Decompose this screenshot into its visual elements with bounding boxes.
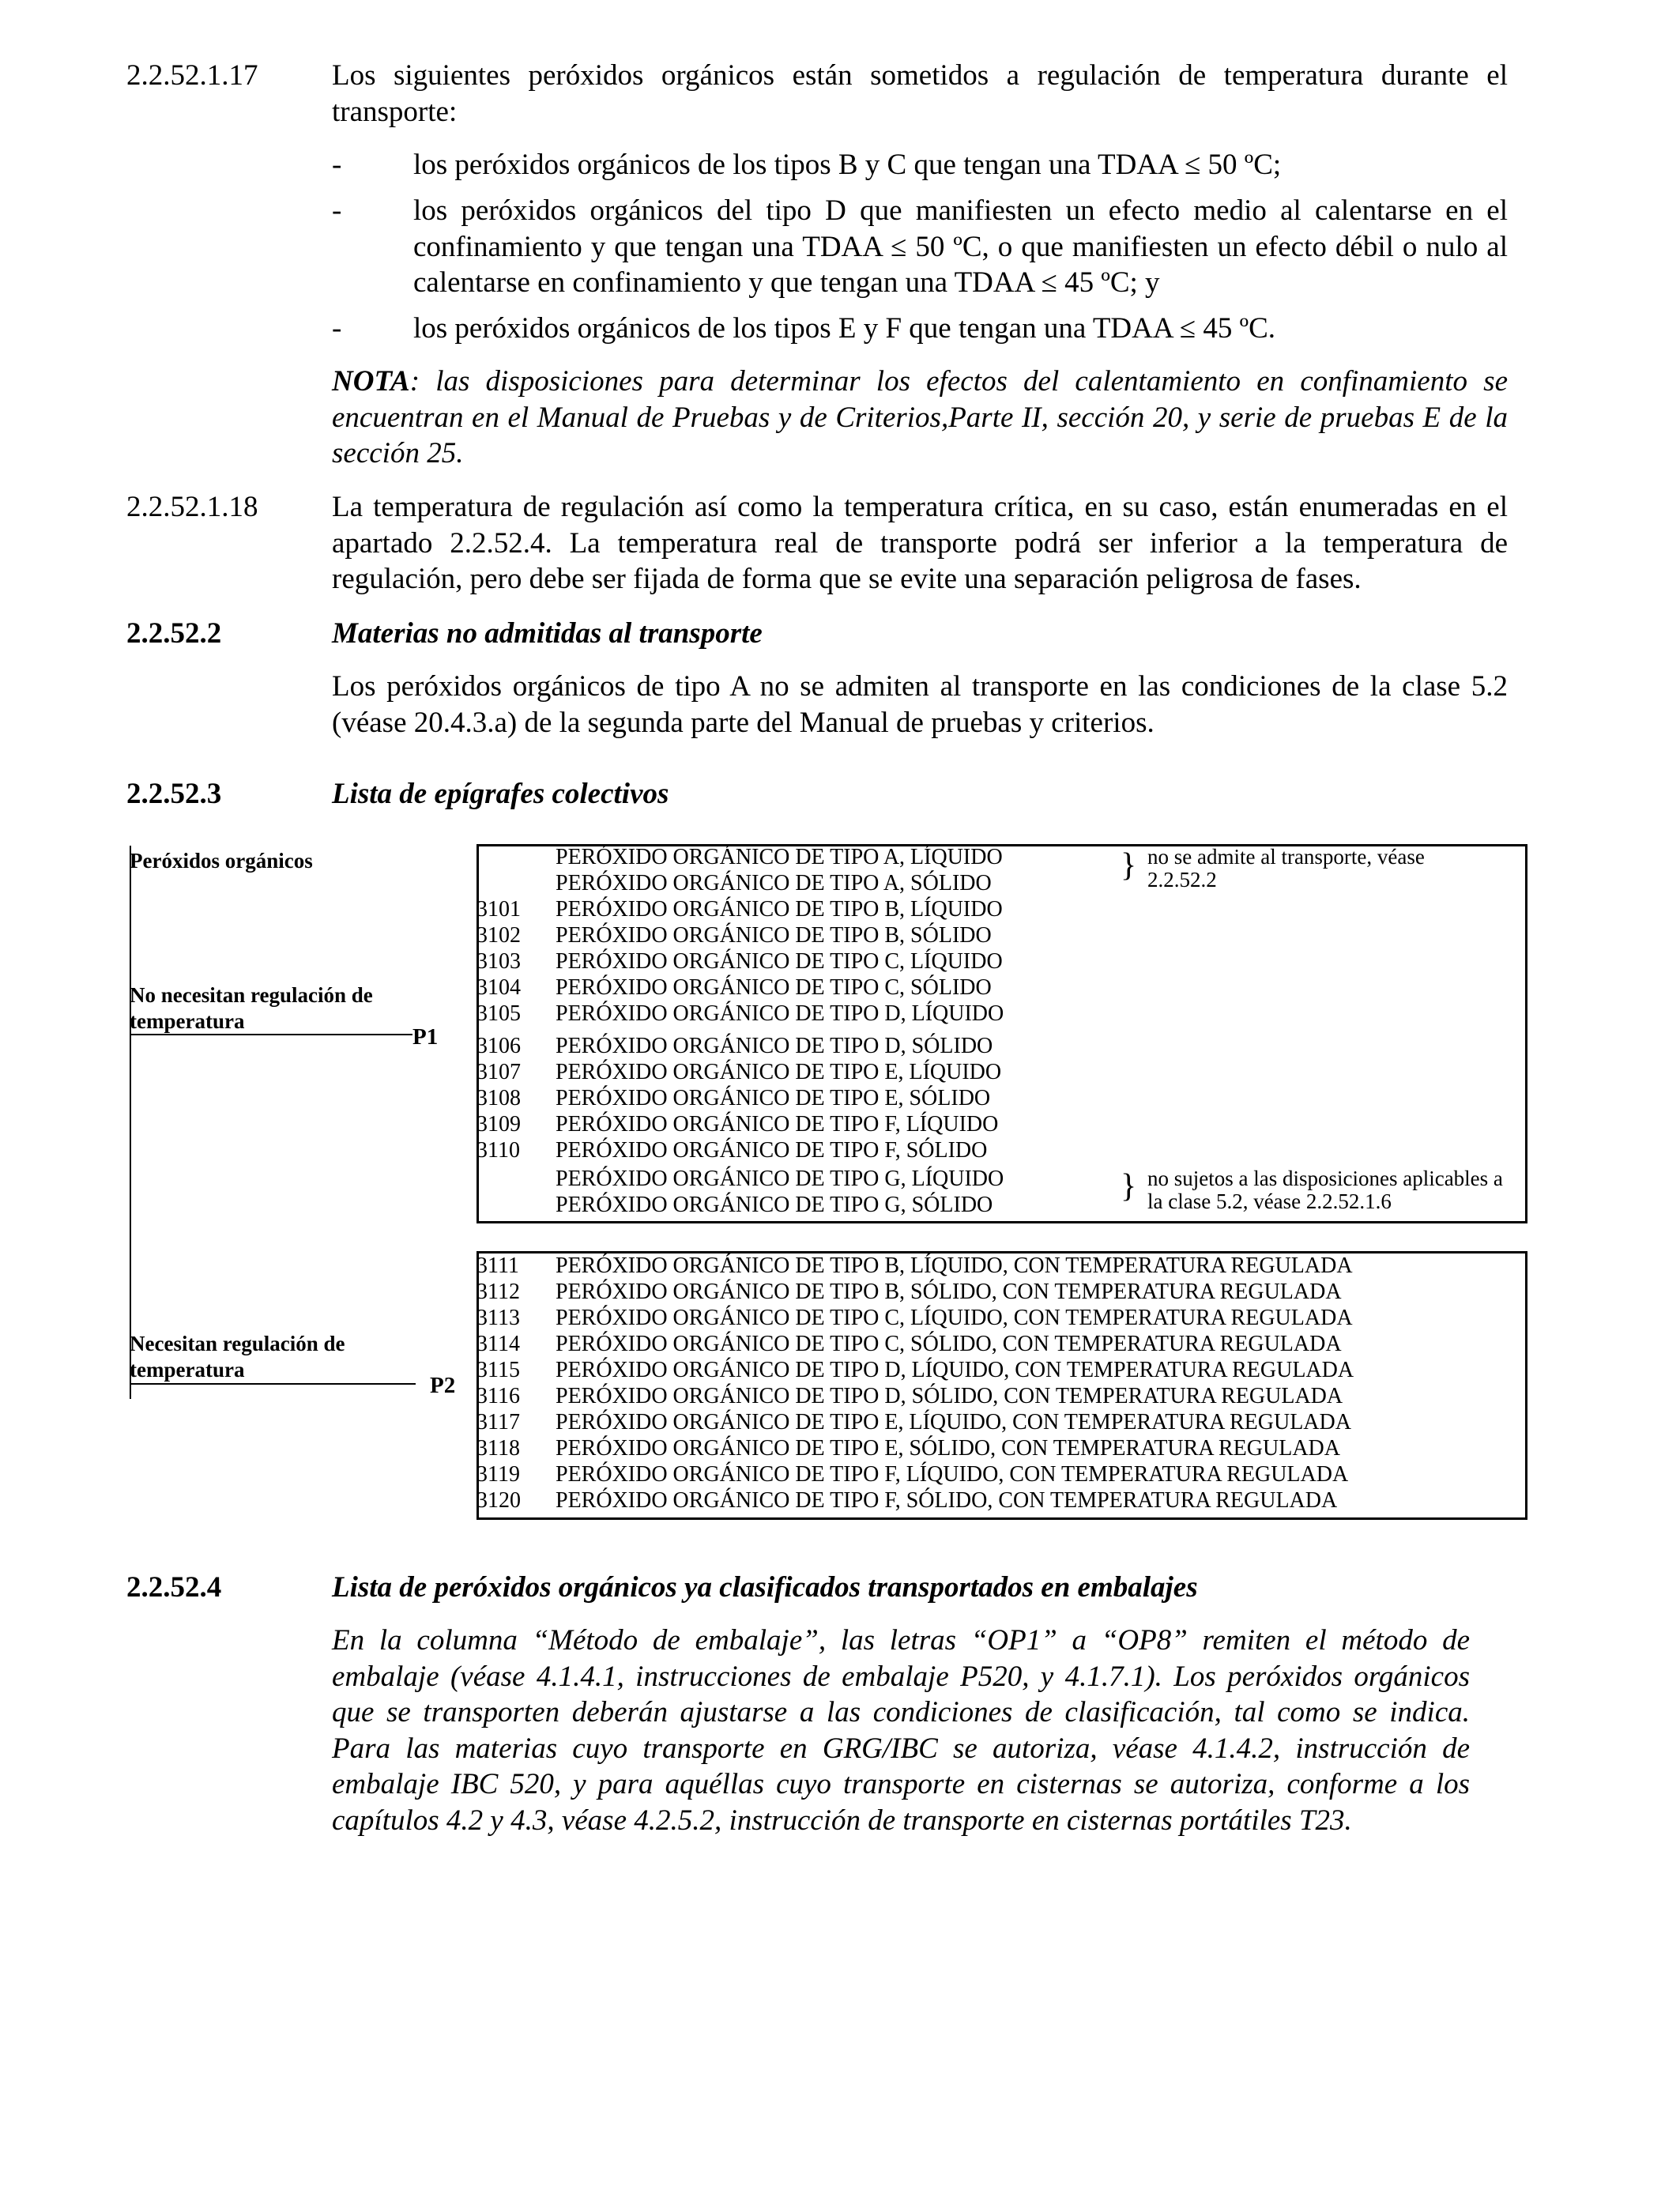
entry-name: PERÓXIDO ORGÁNICO DE TIPO F, SÓLIDO bbox=[556, 1138, 988, 1163]
section-paragraph: En la columna “Método de embalaje”, las letras “OP1” a “OP8” remiten el método de embalaje (véase 4.1.4.1, instrucciones de embalaje P520, y 4.1.7.1). Los peróxidos orgánicos que se transporten deberán ajustarse a las condiciones de clasificación, tal como se indica. Para las materias cuyo transporte en GRG/IBC se autoriza, véase 4.1.4.2, instrucción de embalaje IBC 520, y para aquéllas cuyo transporte en cisternas se autoriza, conforme a los capítulos 4.2 y 4.3, véase 4.2.5.2, instrucción de transporte en cisternas portátiles T23. bbox=[332, 1624, 1470, 1837]
entry-un-number: 3106 bbox=[477, 1034, 521, 1058]
brace-glyph: } bbox=[1121, 847, 1137, 884]
entry-name: PERÓXIDO ORGÁNICO DE TIPO E, LÍQUIDO, CON TEMPERATURA REGULADA bbox=[556, 1410, 1351, 1434]
entry-name: PERÓXIDO ORGÁNICO DE TIPO F, SÓLIDO, CON TEMPERATURA REGULADA bbox=[556, 1488, 1338, 1513]
entry-un-number: 3117 bbox=[477, 1410, 520, 1434]
tree-p2-label-line2: temperatura bbox=[130, 1358, 245, 1382]
entry-un-number: 3109 bbox=[477, 1112, 521, 1137]
note-paragraph bbox=[332, 364, 1508, 472]
tree-p1-label-line2: temperatura bbox=[130, 1009, 245, 1033]
entry-name: PERÓXIDO ORGÁNICO DE TIPO B, LÍQUIDO bbox=[556, 897, 1003, 922]
entry-un-number: 3119 bbox=[477, 1462, 520, 1487]
entry-name: PERÓXIDO ORGÁNICO DE TIPO B, SÓLIDO, CON TEMPERATURA REGULADA bbox=[556, 1280, 1342, 1304]
entry-name: PERÓXIDO ORGÁNICO DE TIPO D, SÓLIDO bbox=[556, 1034, 993, 1058]
entry-name: PERÓXIDO ORGÁNICO DE TIPO E, SÓLIDO, CON TEMPERATURA REGULADA bbox=[556, 1436, 1340, 1461]
brace-glyph: } bbox=[1121, 1168, 1137, 1204]
tree-p1-label-line1: No necesitan regulación de bbox=[130, 983, 373, 1007]
entry-un-number: 3120 bbox=[477, 1488, 521, 1513]
section-paragraph: Los peróxidos orgánicos de tipo A no se admiten al transporte en las condiciones de la clase 5.2 (véase 20.4.3.a) de la segunda parte del Manual de pruebas y criterios. bbox=[332, 670, 1508, 739]
entry-un-number: 3111 bbox=[477, 1253, 519, 1278]
entry-name: PERÓXIDO ORGÁNICO DE TIPO B, SÓLIDO bbox=[556, 923, 992, 948]
note-bottom-line2: la clase 5.2, véase 2.2.52.1.6 bbox=[1147, 1189, 1392, 1213]
bullet-item: los peróxidos orgánicos de los tipos B y C que tengan una TDAA ≤ 50 ºC; bbox=[413, 149, 1282, 181]
tree-p1-code: P1 bbox=[412, 1024, 439, 1050]
entry-name: PERÓXIDO ORGÁNICO DE TIPO C, SÓLIDO, CON TEMPERATURA REGULADA bbox=[556, 1332, 1342, 1356]
section-paragraph: La temperatura de regulación así como la temperatura crítica, en su caso, están enumeradas en el apartado 2.2.52.4. La temperatura real de transporte podrá ser inferior a la temperatura de regulación, pero debe ser fijada de forma que se evite una separación peligrosa de fases. bbox=[332, 491, 1508, 595]
entry-name: PERÓXIDO ORGÁNICO DE TIPO D, SÓLIDO, CON TEMPERATURA REGULADA bbox=[556, 1384, 1343, 1408]
section-intro: Los siguientes peróxidos orgánicos están sometidos a regulación de temperatura durante el transporte: bbox=[332, 59, 1508, 128]
note-label: NOTA bbox=[332, 365, 410, 398]
tree-p1-connector bbox=[130, 1034, 412, 1035]
section-title: Lista de epígrafes colectivos bbox=[332, 778, 669, 810]
bullet-dash: - bbox=[332, 149, 342, 181]
bullet-item: los peróxidos orgánicos de los tipos E y F que tengan una TDAA ≤ 45 ºC. bbox=[413, 312, 1275, 345]
entry-name: PERÓXIDO ORGÁNICO DE TIPO E, LÍQUIDO bbox=[556, 1060, 1002, 1084]
tree-vertical-line bbox=[130, 846, 131, 1399]
entry-name: PERÓXIDO ORGÁNICO DE TIPO F, LÍQUIDO bbox=[556, 1112, 999, 1137]
entry-name: PERÓXIDO ORGÁNICO DE TIPO G, LÍQUIDO bbox=[556, 1167, 1004, 1191]
entry-un-number: 3112 bbox=[477, 1280, 520, 1304]
entry-un-number: 3105 bbox=[477, 1001, 521, 1026]
entry-un-number: 3107 bbox=[477, 1060, 521, 1084]
entry-un-number: 3116 bbox=[477, 1384, 520, 1408]
entry-un-number: 3118 bbox=[477, 1436, 520, 1461]
section-number: 2.2.52.4 bbox=[126, 1571, 222, 1604]
section-number: 2.2.52.1.17 bbox=[126, 59, 258, 92]
entry-un-number: 3113 bbox=[477, 1306, 520, 1330]
note-top-line1: no se admite al transporte, véase bbox=[1147, 845, 1425, 869]
entry-un-number: 3103 bbox=[477, 949, 521, 974]
entry-name: PERÓXIDO ORGÁNICO DE TIPO D, LÍQUIDO bbox=[556, 1001, 1004, 1026]
entry-name: PERÓXIDO ORGÁNICO DE TIPO C, LÍQUIDO bbox=[556, 949, 1003, 974]
entry-name: PERÓXIDO ORGÁNICO DE TIPO G, SÓLIDO bbox=[556, 1193, 993, 1217]
entry-un-number: 3108 bbox=[477, 1086, 521, 1110]
entry-un-number: 3104 bbox=[477, 975, 521, 1000]
entry-name: PERÓXIDO ORGÁNICO DE TIPO F, LÍQUIDO, CON TEMPERATURA REGULADA bbox=[556, 1462, 1349, 1487]
entry-un-number: 3115 bbox=[477, 1358, 520, 1382]
bullet-dash: - bbox=[332, 194, 342, 227]
tree-root-label: Peróxidos orgánicos bbox=[130, 849, 313, 873]
entry-name: PERÓXIDO ORGÁNICO DE TIPO A, LÍQUIDO bbox=[556, 845, 1003, 869]
entry-name: PERÓXIDO ORGÁNICO DE TIPO C, SÓLIDO bbox=[556, 975, 992, 1000]
bullet-dash: - bbox=[332, 312, 342, 345]
tree-p2-label-line1: Necesitan regulación de bbox=[130, 1332, 345, 1355]
section-number: 2.2.52.2 bbox=[126, 617, 222, 650]
section-title: Materias no admitidas al transporte bbox=[332, 617, 763, 650]
bullet-item: los peróxidos orgánicos del tipo D que manifiesten un efecto medio al calentarse en el confinamiento y que tengan una TDAA ≤ 50 ºC, o que manifiesten un efecto débil o nulo al calentarse en confinamiento y que tengan una TDAA ≤ 45 ºC; y bbox=[413, 194, 1508, 299]
entry-name: PERÓXIDO ORGÁNICO DE TIPO D, LÍQUIDO, CON TEMPERATURA REGULADA bbox=[556, 1358, 1354, 1382]
entry-name: PERÓXIDO ORGÁNICO DE TIPO C, LÍQUIDO, CON TEMPERATURA REGULADA bbox=[556, 1306, 1353, 1330]
entry-name: PERÓXIDO ORGÁNICO DE TIPO B, LÍQUIDO, CON TEMPERATURA REGULADA bbox=[556, 1253, 1353, 1278]
tree-p2-code: P2 bbox=[430, 1373, 456, 1398]
note-text: : las disposiciones para determinar los efectos del calentamiento en confinamiento se encuentran en el Manual de Pruebas y de Criterios,Parte II, sección 20, y serie de pruebas E de la sección 25. bbox=[332, 365, 1508, 469]
note-top-line2: 2.2.52.2 bbox=[1147, 868, 1217, 892]
section-number: 2.2.52.1.18 bbox=[126, 491, 258, 523]
entry-name: PERÓXIDO ORGÁNICO DE TIPO A, SÓLIDO bbox=[556, 871, 992, 895]
entry-un-number: 3102 bbox=[477, 923, 521, 948]
entry-name: PERÓXIDO ORGÁNICO DE TIPO E, SÓLIDO bbox=[556, 1086, 991, 1110]
section-number: 2.2.52.3 bbox=[126, 778, 222, 810]
entry-un-number: 3110 bbox=[477, 1138, 520, 1163]
section-title: Lista de peróxidos orgánicos ya clasificados transportados en embalajes bbox=[332, 1571, 1198, 1604]
entry-un-number: 3101 bbox=[477, 897, 521, 922]
note-bottom-line1: no sujetos a las disposiciones aplicables a bbox=[1147, 1167, 1503, 1190]
tree-p2-connector bbox=[130, 1383, 416, 1385]
entry-un-number: 3114 bbox=[477, 1332, 520, 1356]
